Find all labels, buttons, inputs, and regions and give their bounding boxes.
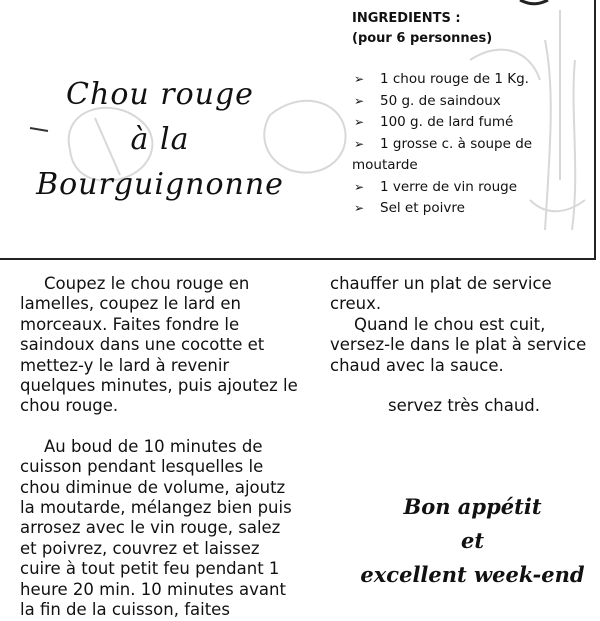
instruction-paragraph: Au boud de 10 minutes de cuisson pendant lesquelles le chou diminue de volume, ajoutz la moutarde, mélangez bien puis arrosez avec le vin rouge, salez et poivrez, couvrez et laissez cuire à tout petit feu pendant 1 heure 20 min. 10 minutes avant la fin de la cuisson, faites [20,436,292,620]
arrow-bullet-icon: ➢ [354,72,365,86]
serving-note: servez très chaud. [387,396,541,416]
closing-line-1: Bon appétit [403,494,542,519]
arrow-bullet-icon: ➢ [354,115,365,129]
instruction-paragraph: Coupez le chou rouge en lamelles, coupez le lard en morceaux. Faites fondre le saindoux dans une cocotte et mettez-y le lard à revenir quelques minutes, puis ajoutez le chou rouge. [20,274,298,416]
list-item: ➢ 100 g. de lard fumé [352,112,592,134]
arrow-bullet-icon: ➢ [354,136,365,151]
servings-note: (pour 6 personnes) [352,31,493,46]
arrow-bullet-icon: ➢ [354,201,365,215]
ingredients-heading: INGREDIENTS : [352,11,461,26]
instructions-column-1 [20,274,302,621]
title-line-1: Chou rouge [66,77,254,112]
title-line-3: Bourguignonne [36,167,284,202]
list-item: ➢ 1 grosse c. à soupe de moutarde [352,135,533,173]
arrow-bullet-icon: ➢ [354,179,365,194]
ingredients-list [352,69,592,220]
closing-line-3: excellent week-end [360,562,585,587]
ingredients-box [0,0,596,260]
arrow-bullet-icon: ➢ [354,93,365,108]
instruction-paragraph: Quand le chou est cuit, versez-le dans le plat à service chaud avec la sauce. [330,314,587,375]
instructions-column-2 [330,274,598,416]
instruction-paragraph: chauffer un plat de service creux. [330,274,552,314]
list-item: ➢ 1 verre de vin rouge [352,177,592,199]
recipe-title [30,72,290,207]
ingredients-header [352,9,492,49]
closing-message [345,490,600,592]
list-item: ➢ 1 chou rouge de 1 Kg. [352,69,592,91]
paragraph-spacer [330,376,598,396]
list-item: ➢ 50 g. de saindoux [352,91,592,113]
list-item: ➢ Sel et poivre [352,198,592,220]
title-line-2: à la [130,122,190,157]
paragraph-spacer [20,417,302,437]
closing-line-2: et [460,528,485,553]
